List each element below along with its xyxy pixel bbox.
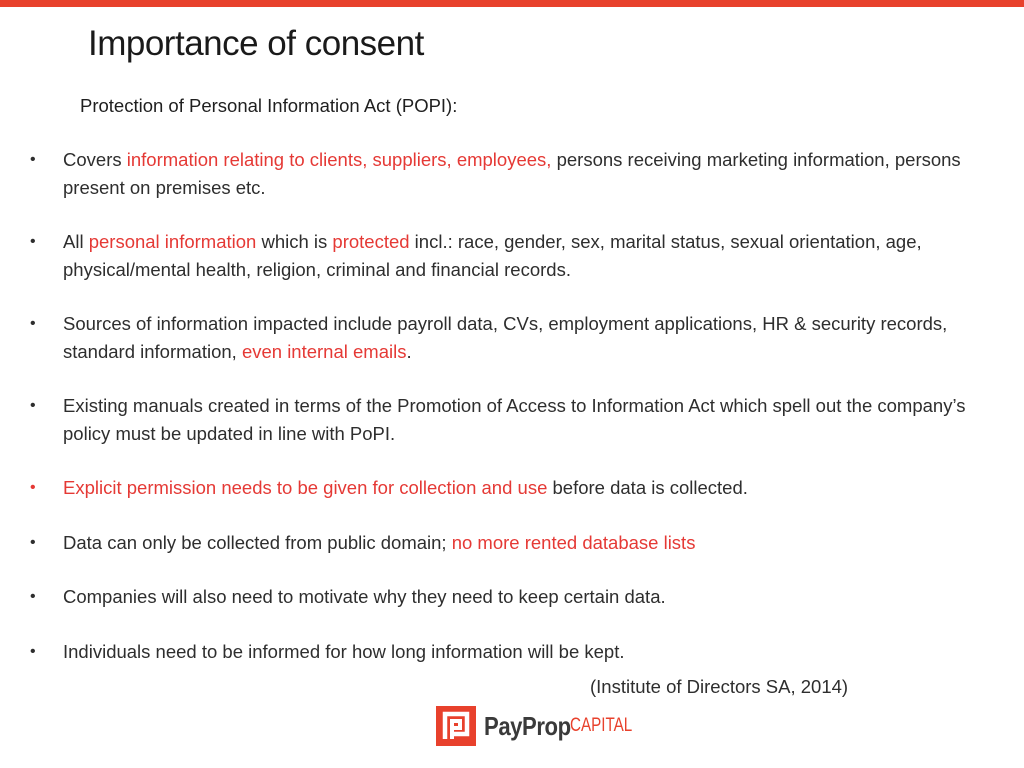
slide-subtitle: Protection of Personal Information Act (POPI): [80,95,458,116]
highlighted-text: no more rented database lists [451,531,696,553]
bullet-text: which is [256,231,333,252]
bullet-marker: • [30,151,36,168]
bullet-item [30,474,1005,502]
bullet-text: All [63,231,89,252]
bullet-marker: • [30,642,36,660]
bullet-text: Individuals need to be informed for how long information will be kept. [63,640,625,662]
bullet-text: incl.: race, gender, sex, marital status, sexual orientation, age, physical/mental health, religion, criminal and financial records. [63,231,922,280]
highlighted-text: protected [332,231,410,252]
payprop-logo [436,706,648,746]
logo-wordmark: PayProp [484,710,571,741]
bullet-marker: • [30,588,36,605]
highlighted-text: even internal emails [241,340,407,362]
bullet-item [30,392,1005,447]
citation: (Institute of Directors SA, 2014) [590,676,849,697]
bullet-item [30,638,1005,666]
bullet-marker: • [30,315,36,332]
bullet-text: Covers [63,149,127,170]
bullet-marker: • [30,397,36,414]
highlighted-text: Explicit permission needs to be given for collection and use [63,477,548,498]
highlighted-text: information relating to clients, suppliers, employees, [126,149,552,170]
logo-subtitle: CAPITAL [570,715,633,736]
bullet-item [30,583,1005,611]
bullet-item [30,228,1005,283]
bullet-marker: • [30,533,36,551]
bullet-item [30,529,1005,557]
bullet-text: . [406,340,412,362]
highlighted-text: personal information [88,231,257,252]
payprop-logo-icon [436,706,476,746]
bullet-item [30,146,1005,201]
bullet-text: before data is collected. [547,477,748,498]
bullet-text: persons receiving marketing information, persons present on premises etc. [63,149,961,198]
bullet-text: Existing manuals created in terms of the Promotion of Access to Information Act which spell out the company’s policy must be updated in line with PoPI. [63,395,966,444]
slide-title: Importance of consent [88,24,424,63]
bullet-marker: • [30,233,36,250]
bullet-list [30,146,1005,692]
bullet-text: Sources of information impacted include payroll data, CVs, employment applications, HR & security records, standard information, [63,313,948,362]
bullet-marker: • [30,479,36,496]
bullet-text: Companies will also need to motivate why they need to keep certain data. [63,586,666,607]
bullet-item [30,310,1005,365]
bullet-text: Data can only be collected from public domain; [63,531,452,553]
top-accent-bar [0,0,1024,7]
